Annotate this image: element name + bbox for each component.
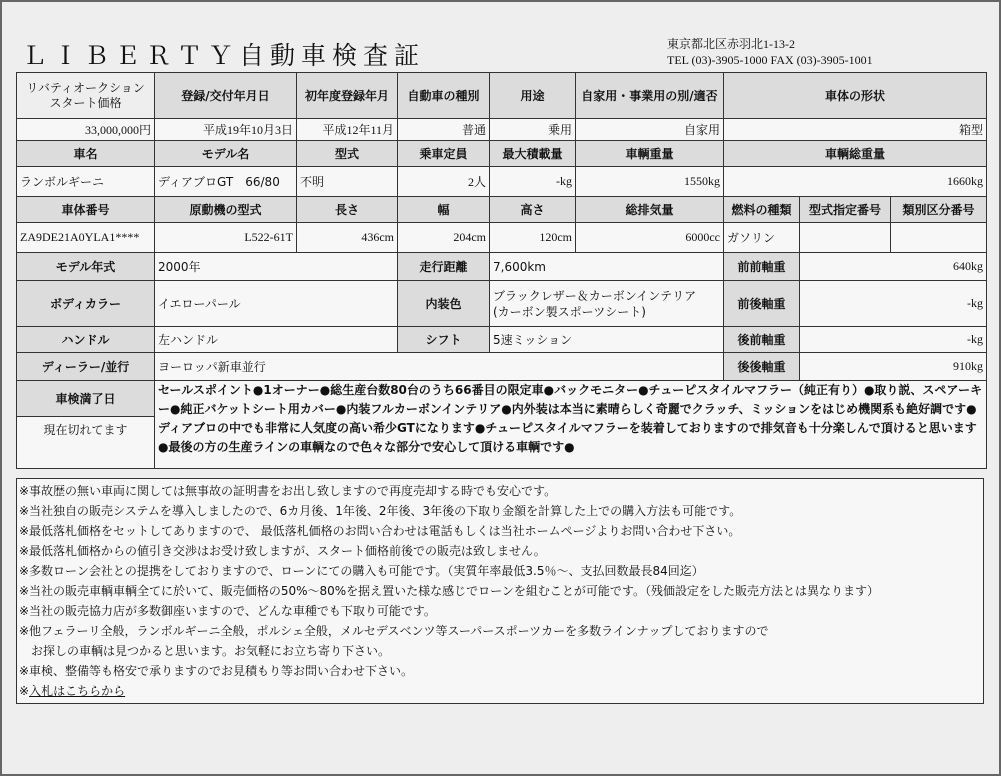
- header-body-shape: 車体の形状: [724, 73, 987, 119]
- header-model-year: モデル年式: [17, 253, 155, 281]
- shift: 5速ミッション: [490, 327, 724, 353]
- gross-weight: 1660kg: [724, 167, 987, 197]
- vin: ZA9DE21A0YLA1****: [17, 223, 155, 253]
- maker: ランボルギーニ: [17, 167, 155, 197]
- note-line: ※他フェラーリ全般，ランボルギーニ全般，ポルシェ全般，メルセデスベンツ等スーパースポーツカーを多数ラインナップしておりますので: [19, 624, 769, 638]
- header-interior: 内装色: [398, 281, 490, 327]
- height: 120cm: [490, 223, 576, 253]
- header-displacement: 総排気量: [576, 197, 724, 223]
- rear-front-axle: -kg: [800, 327, 987, 353]
- header-fuel: 燃料の種類: [724, 197, 800, 223]
- first-reg: 平成12年11月: [297, 119, 398, 141]
- header-capacity: 乗車定員: [398, 141, 490, 167]
- header-length: 長さ: [297, 197, 398, 223]
- header-dealer: ディーラー/並行: [17, 353, 155, 381]
- note-line: ※最低落札価格をセットしてありますので、 最低落札価格のお問い合わせは電話もしくは当社ホームページよりお問い合わせ下さい。: [19, 524, 741, 538]
- header-vin: 車体番号: [17, 197, 155, 223]
- inspection-expiry: 現在切れてます: [17, 417, 155, 469]
- interior-line-1: ブラックレザー＆カーボンインテリア: [493, 288, 697, 303]
- fuel: ガソリン: [724, 223, 800, 253]
- header-rear-rear-axle: 後後軸重: [724, 353, 800, 381]
- interior-color: [490, 281, 724, 327]
- max-load: -kg: [490, 167, 576, 197]
- dealer: ヨーロッパ新車並行: [155, 353, 724, 381]
- header-designation: 型式指定番号: [800, 197, 891, 223]
- company-address: [667, 36, 873, 68]
- header-category: 類別区分番号: [891, 197, 987, 223]
- model: ディアブロGT 66/80: [155, 167, 297, 197]
- model-year: 2000年: [155, 253, 398, 281]
- header-use: 用途: [490, 73, 576, 119]
- bid-line: [19, 681, 983, 701]
- header-width: 幅: [398, 197, 490, 223]
- start-price: 33,000,000円: [17, 119, 155, 141]
- page-title: ＬＩＢＥＲＴＹ自動車検査証: [22, 41, 426, 70]
- interior-line-2: (カーボン製スポーツシート): [493, 304, 646, 319]
- category: [891, 223, 987, 253]
- header-max-load: 最大積載量: [490, 141, 576, 167]
- address-line: 東京都北区赤羽北1-13-2: [667, 37, 795, 51]
- length: 436cm: [297, 223, 398, 253]
- header-vehicle-type: 自動車の種別: [398, 73, 490, 119]
- reg-date: 平成19年10月3日: [155, 119, 297, 141]
- vehicle-type: 普通: [398, 119, 490, 141]
- front-rear-axle: -kg: [800, 281, 987, 327]
- body-color: イエローパール: [155, 281, 398, 327]
- header-handle: ハンドル: [17, 327, 155, 353]
- header-gross-weight: 車輌総重量: [724, 141, 987, 167]
- header-mileage: 走行距離: [398, 253, 490, 281]
- model-code: 不明: [297, 167, 398, 197]
- header-height: 高さ: [490, 197, 576, 223]
- displacement: 6000cc: [576, 223, 724, 253]
- header-model-code: 型式: [297, 141, 398, 167]
- header-weight: 車輌重量: [576, 141, 724, 167]
- header-first-reg: 初年度登録年月: [297, 73, 398, 119]
- header-maker: 車名: [17, 141, 155, 167]
- mileage: 7,600km: [490, 253, 724, 281]
- weight: 1550kg: [576, 167, 724, 197]
- header-reg-date: 登録/交付年月日: [155, 73, 297, 119]
- note-line: ※当社独自の販売システムを導入しましたので、6カ月後、1年後、2年後、3年後の下取り金額を計算した上での購入方法も可能です。: [19, 504, 742, 518]
- header-shift: シフト: [398, 327, 490, 353]
- note-line: ※当社の販売協力店が多数御座いますので、どんな車種でも下取り可能です。: [19, 604, 436, 618]
- use: 乗用: [490, 119, 576, 141]
- note-line: ※最低落札価格からの値引き交渉はお受け致しますが、スタート価格前後での販売は致しません。: [19, 544, 546, 558]
- notes-section: [16, 478, 984, 704]
- handle: 左ハンドル: [155, 327, 398, 353]
- header-inspection: 車検満了日: [17, 381, 155, 417]
- note-line: ※当社の販売車輌車輌全てに於いて、販売価格の50%～80%を据え置いた様な感じでローンを組むことが可能です。（残価設定をした販売方法とは異なります）: [19, 584, 879, 598]
- note-line: お探しの車輌は見つかると思います。お気軽にお立ち寄り下さい。: [19, 644, 391, 658]
- header-engine: 原動機の型式: [155, 197, 297, 223]
- designation: [800, 223, 891, 253]
- header-model: モデル名: [155, 141, 297, 167]
- width: 204cm: [398, 223, 490, 253]
- bid-prefix: ※: [19, 684, 30, 698]
- body-shape: 箱型: [724, 119, 987, 141]
- header-front-rear-axle: 前後軸重: [724, 281, 800, 327]
- vehicle-spec-table: [16, 72, 987, 469]
- bid-link[interactable]: 入札はこちらから: [29, 684, 126, 698]
- private: 自家用: [576, 119, 724, 141]
- front-axle: 640kg: [800, 253, 987, 281]
- header-front-axle: 前前軸重: [724, 253, 800, 281]
- contact-line: TEL (03)-3905-1000 FAX (03)-3905-1001: [667, 53, 873, 67]
- header-rear-front-axle: 後前軸重: [724, 327, 800, 353]
- engine: L522-61T: [155, 223, 297, 253]
- note-line: ※車検、整備等も格安で承りますのでお見積もり等お問い合わせ下さい。: [19, 664, 414, 678]
- header-body-color: ボディカラー: [17, 281, 155, 327]
- note-line: ※多数ローン会社との提携をしておりますので、ローンにての購入も可能です。（実質年率最低3.5％～、支払回数最長84回迄）: [19, 564, 704, 578]
- capacity: 2人: [398, 167, 490, 197]
- rear-rear-axle: 910kg: [800, 353, 987, 381]
- note-line: ※事故歴の無い車両に関しては無事故の証明書をお出し致しますので再度売却する時でも安心です。: [19, 484, 557, 498]
- header-private: 自家用・事業用の別/適否: [576, 73, 724, 119]
- header-start-price: リバティオークション スタート価格: [17, 73, 155, 119]
- sales-point: セールスポイント●1オーナー●総生産台数80台のうち66番目の限定車●バックモニター●チューピスタイルマフラー（純正有り）●取り説、スペアーキー●純正バケットシート用カバー●内装フルカーボンインテリア●内外装は本当に素晴らしく奇麗でクラッチ、ミッションをはじめ機関系も絶好調です●ディアブロの中でも非常に人気度の高い希少GTになります●チューピスタイルマフラーを装着しておりますので排気音も十分楽しんで頂けると思います●最後の方の生産ラインの車輌なので色々な部分で安心して頂ける車輌です●: [155, 381, 987, 469]
